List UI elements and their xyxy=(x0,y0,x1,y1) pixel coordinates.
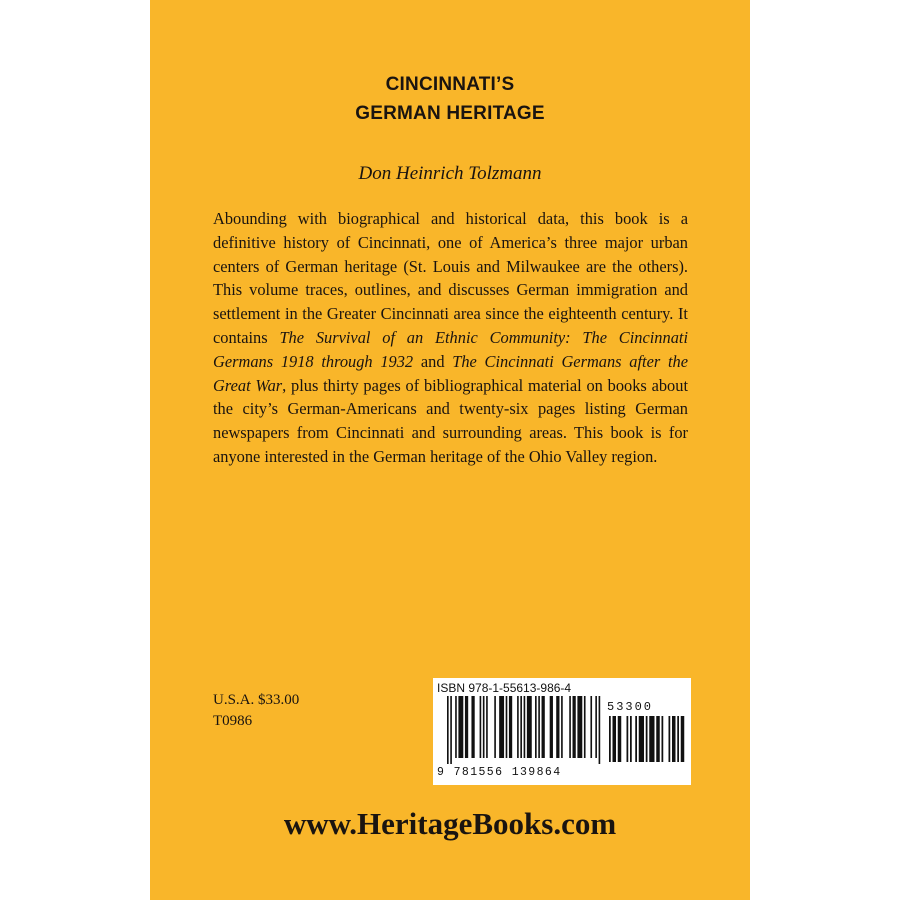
ean13-bars xyxy=(447,696,603,766)
blurb-italic-title-2: The Cincinnati Germans after the Great War xyxy=(213,351,688,395)
barcode-bar xyxy=(656,716,660,762)
barcode-bar xyxy=(613,716,617,762)
barcode-bar xyxy=(471,696,474,758)
book-back-cover xyxy=(150,0,750,900)
barcode-bar xyxy=(672,716,676,762)
title-line-1: CINCINNATI’S xyxy=(385,74,515,95)
barcode-bar xyxy=(455,696,457,758)
blurb-text-3: , plus thirty pages of bibliographical material on books about the city’s German-Americans and twenty-six pages listing German newspapers from Cincinnati and surrounding areas. This book is for anyone interested in the German heritage of the Ohio Valley region. xyxy=(213,375,688,466)
barcode-bar xyxy=(639,716,644,762)
product-code: T0986 xyxy=(213,713,253,729)
barcode-bar xyxy=(524,696,526,758)
blurb-text-2: and xyxy=(413,351,453,371)
barcode-bar xyxy=(627,716,629,762)
barcode-bar xyxy=(506,696,508,758)
barcode-bar xyxy=(450,696,452,764)
barcode-bar xyxy=(569,696,571,758)
title-line-2: GERMAN HERITAGE xyxy=(355,103,545,124)
barcode-bar xyxy=(499,696,504,758)
barcode-bar xyxy=(483,696,485,758)
barcode-bar xyxy=(609,716,611,762)
barcode-bar xyxy=(681,716,685,762)
barcode-bar xyxy=(494,696,496,758)
barcode-bar xyxy=(550,696,553,758)
barcode-bar xyxy=(542,696,545,758)
barcode-bar xyxy=(649,716,654,762)
barcode-bar xyxy=(458,696,463,758)
barcode-bar xyxy=(618,716,622,762)
book-description xyxy=(213,207,688,469)
price-block xyxy=(213,690,299,732)
barcode-bar xyxy=(590,696,592,758)
barcode-bar xyxy=(517,696,519,758)
barcode-bar xyxy=(573,696,576,758)
barcode-digits: 9 781556 139864 xyxy=(437,766,562,779)
barcode-bar xyxy=(595,696,597,758)
barcode-bar xyxy=(447,696,449,764)
book-title xyxy=(150,70,750,128)
barcode-bar xyxy=(486,696,488,758)
barcode-bar xyxy=(465,696,468,758)
barcode-price-code: 53300 xyxy=(607,700,654,714)
isbn-label: ISBN 978-1-55613-986-4 xyxy=(437,681,572,695)
barcode-bar xyxy=(677,716,679,762)
barcode-bar xyxy=(584,696,586,758)
price-addon-bars xyxy=(609,716,685,766)
barcode-bar xyxy=(520,696,522,758)
barcode-bar xyxy=(630,716,632,762)
barcode-bar xyxy=(527,696,532,758)
barcode-bar xyxy=(646,716,648,762)
publisher-website: www.HeritageBooks.com xyxy=(283,806,617,841)
barcode-bar xyxy=(669,716,671,762)
barcode-bar xyxy=(509,696,512,758)
barcode-bar xyxy=(561,696,563,758)
blurb-italic-title-1: The Survival of an Ethnic Community: The Cincinnati Germans 1918 through 1932 xyxy=(213,327,688,371)
author-name: Don Heinrich Tolzmann xyxy=(358,163,542,184)
blurb-text-1: Abounding with biographical and historical data, this book is a definitive history of Cincinnati, one of America’s three major urban centers of German heritage (St. Louis and Milwaukee are the others). This volume traces, outlines, and discusses German immigration and settlement in the Greater Cincinnati area since the eighteenth century. It contains xyxy=(213,209,688,347)
barcode-bar xyxy=(599,696,601,764)
barcode-bar xyxy=(535,696,537,758)
barcode-bar xyxy=(577,696,582,758)
barcode-bar xyxy=(662,716,664,762)
barcode-bar xyxy=(480,696,482,758)
barcode-bar xyxy=(635,716,637,762)
barcode-bar xyxy=(556,696,559,758)
price-text: U.S.A. $33.00 xyxy=(213,692,300,708)
isbn-barcode xyxy=(433,678,691,785)
barcode-bar xyxy=(538,696,540,758)
